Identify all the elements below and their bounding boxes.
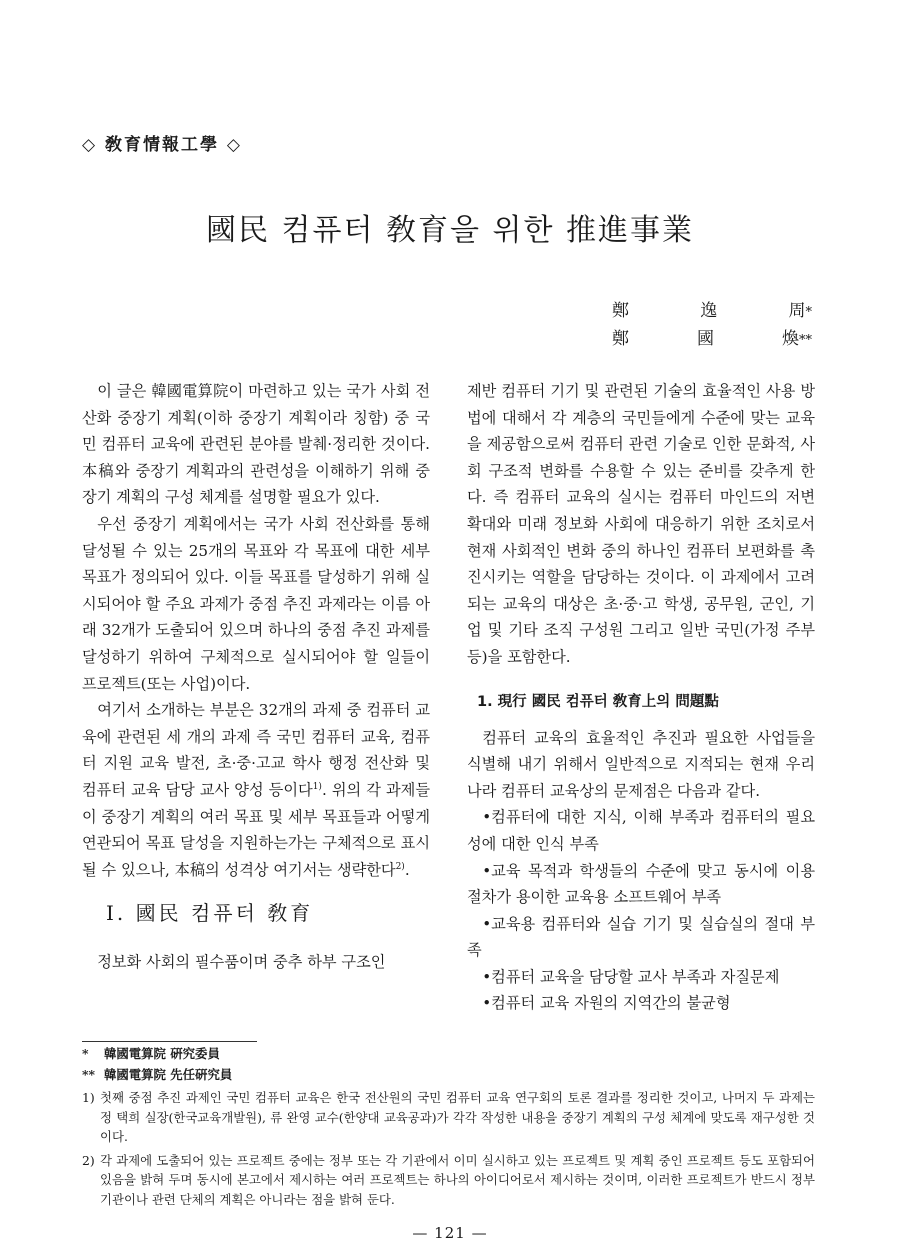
paragraph-text: .: [404, 860, 410, 879]
footnote-text: 韓國電算院 硏究委員: [104, 1046, 220, 1061]
author-mark: **: [799, 333, 812, 348]
section-tag: ◇ 敎育情報工學 ◇: [82, 135, 242, 155]
footnote: [82, 1065, 815, 1085]
paragraph: 제반 컴퓨터 기기 및 관련된 기술의 효율적인 사용 방법에 대해서 각 계층의 국민들에게 수준에 맞는 교육을 제공함으로써 컴퓨터 관련 기술로 인한 문화적, 사회 구조적 변화를 수용할 수 있는 준비를 갖추게 한다. 즉 컴퓨터 교육의 실시는 컴퓨터 마인드의 저변 확대와 미래 정보화 사회에 대응하기 위한 조치로서 현재 사회적인 변화 중의 하나인 컴퓨터 보편화를 촉진시키는 역할을 담당하는 것이다. 이 과제에서 고려되는 교육의 대상은 초·중·고 학생, 공무원, 군인, 기업 및 기타 조직 구성원 그리고 일반 국민(가정 주부 등)을 포함한다.: [467, 382, 815, 666]
footnote-text: 첫째 중점 추진 과제인 국민 컴퓨터 교육은 한국 전산원의 국민 컴퓨터 교육 연구회의 토론 결과를 정리한 것이고, 나머지 두 과제는 정 택희 실장(한국교육개발원), 류 완영 교수(한양대 교육공과)가 각각 작성한 내용을 중장기 계획의 구성 체계에 맞도록 재구성한 것이다.: [100, 1090, 815, 1144]
footnote-divider: [82, 1041, 257, 1042]
paragraph-text: . 위의 각 과제들이 중장기 계획의 여러 목표 및 세부 목표들과 어떻게 연관되어 목표 달성을 지원하는가는 구체적으로 표시될 수 있으나, 本稿의 성격상 여기서는 생략한다: [82, 780, 430, 879]
footnote-ref: 2): [395, 861, 405, 872]
footnote-mark: 1): [82, 1090, 95, 1105]
footnote-mark: **: [82, 1066, 95, 1082]
subsection-heading: 1. 現行 國民 컴퓨터 敎育上의 問題點: [477, 693, 719, 710]
author-char: 鄭: [612, 329, 629, 349]
author-char: 周: [788, 301, 806, 321]
paragraph: 이 글은 韓國電算院이 마련하고 있는 국가 사회 전산화 중장기 계획(이하 중장기 계획이라 칭함) 중 국민 컴퓨터 교육에 관련된 분야를 발췌·정리한 것이다. 本稿와 중장기 계획과의 관련성을 이해하기 위해 중장기 계획의 구성 체계를 설명할 필요가 있다.: [82, 382, 430, 507]
left-column: [82, 378, 430, 976]
bullet-item: •컴퓨터 교육 자원의 지역간의 불균형: [482, 994, 731, 1013]
bullet-item: •컴퓨터에 대한 지식, 이해 부족과 컴퓨터의 필요성에 대한 인식 부족: [467, 808, 815, 853]
footnote: [82, 1151, 815, 1210]
footnote-text: 韓國電算院 先任硏究員: [104, 1066, 233, 1082]
footnotes: [82, 1044, 815, 1209]
bullet-item: •교육용 컴퓨터와 실습 기기 및 실습실의 절대 부족: [467, 914, 815, 960]
author-char-last: [782, 326, 812, 354]
footnote-mark: *: [82, 1046, 89, 1061]
paragraph: 정보화 사회의 필수품이며 중추 하부 구조인: [97, 953, 386, 972]
footnote-ref: 1): [312, 781, 322, 792]
paragraph: 우선 중장기 계획에서는 국가 사회 전산화를 통해 달성될 수 있는 25개의 목표와 각 목표에 대한 세부 목표가 정의되어 있다. 이들 목표를 달성하기 위해 실시되어야 할 주요 과제가 중점 추진 과제라는 이름 아래 32개가 도출되어 있으며 하나의 중점 추진 과제를 달성하기 위하여 구체적으로 실시되어야 할 일들이 프로젝트(또는 사업)이다.: [82, 514, 430, 693]
author-mark: *: [805, 305, 812, 320]
section-heading: Ⅰ. 國民 컴퓨터 敎育: [106, 901, 314, 926]
author-char-last: [789, 298, 813, 326]
page-number: — 121 —: [412, 1224, 488, 1242]
paragraph: 컴퓨터 교육의 효율적인 추진과 필요한 사업들을 식별해 내기 위해서 일반적으로 지적되는 현재 우리 나라 컴퓨터 교육상의 문제점은 다음과 같다.: [467, 728, 815, 800]
article-title: 國民 컴퓨터 敎育을 위한 推進事業: [205, 213, 695, 248]
author-char: 國: [697, 329, 714, 349]
author-char: 煥: [782, 329, 799, 349]
author-char: 鄭: [612, 301, 629, 321]
bullet-item: •컴퓨터 교육을 담당할 교사 부족과 자질문제: [482, 967, 780, 986]
author-row: [612, 326, 812, 354]
author-row: [612, 298, 812, 326]
bullet-item: •교육 목적과 학생들의 수준에 맞고 동시에 이용 절차가 용이한 교육용 소프트웨어 부족: [467, 861, 815, 907]
paragraph-text: 여기서 소개하는 부분은 32개의 과제 중 컴퓨터 교육에 관련된 세 개의 과제 즉 국민 컴퓨터 교육, 컴퓨터 지원 교육 발전, 초·중·고교 학사 행정 전산화 및 컴퓨터 교육 담당 교사 양성 등이다: [82, 701, 430, 799]
footnote-mark: 2): [82, 1152, 95, 1168]
author-char: 逸: [700, 301, 718, 321]
footnote: [82, 1044, 815, 1064]
footnote-text: 각 과제에 도출되어 있는 프로젝트 중에는 정부 또는 각 기관에서 이미 실시하고 있는 프로젝트 및 계획 중인 프로젝트 등도 포함되어 있음을 밝혀 두며 동시에 본고에서 제시하는 여러 프로젝트는 하나의 아이디어로서 제시하는 것이며, 이러한 프로젝트가 반드시 정부 기관이나 관련 단체의 계획은 아니라는 점을 밝혀 둔다.: [100, 1152, 815, 1207]
paragraph: [82, 697, 430, 883]
right-column: [467, 378, 815, 1017]
author-block: [612, 298, 812, 354]
footnote: [82, 1088, 815, 1147]
